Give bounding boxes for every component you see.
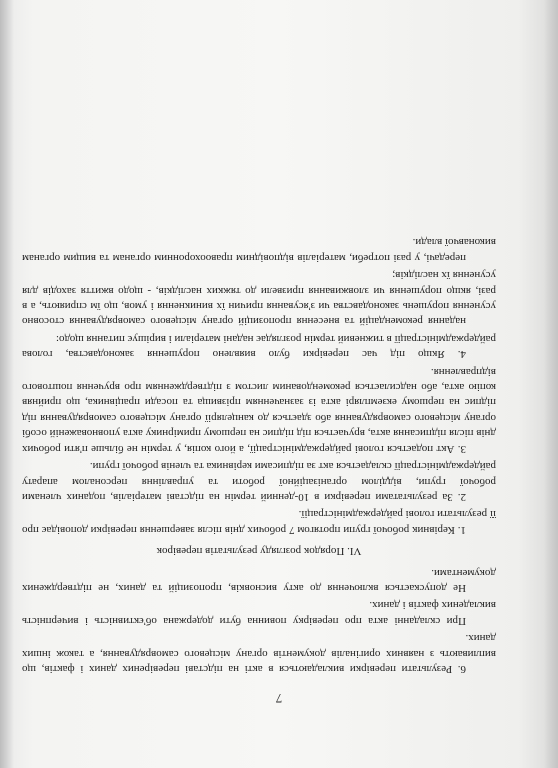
paragraph-6-objectivity: При складанні акта про перевірку повинна бути додержана об'єктивність і вичерпність викладених фактів і даних. [22,599,496,627]
section-paragraph-1: 1. Керівник робочої групи протягом 7 робочих днів після завершення перевірки доповідає про її результати голові райдержадміністрації. [22,508,496,536]
section-title: VI. Порядок розгляду результатів перевірок [156,545,362,558]
section-paragraph-4-transfer: передачі, у разі потреби, матеріалів відповідним правоохоронним органам та вищим органам виконавчої влади. [22,236,496,264]
section-paragraph-4: 4. Якщо під час перевірки було виявлено порушення законодавства, голова райдержадміністрації в тижневий термін розглядає надані матеріали і вирішує питання щодо: [22,332,496,361]
section-paragraph-4-recommendations: надання рекомендацій та внесення пропозицій органу місцевого самоврядування стосовно усунення порушень законодавства чи з'ясування причин їх виникнення і умов, що їм сприяють, а в разі, якщо порушення чи зловживання призвели до тяжких наслідків, - щодо вжиття заходів для усунення їх наслідків; [22,269,496,328]
page-number: 7 [275,691,283,706]
section-paragraph-2: 2. За результатами перевірки в 10-денний термін на підставі матеріалів, поданих членами робочої групи, відділом організаційної роботи та управління персоналом апарату райдержадміністрації складається акт за підписами керівника та членів робочої групи. [22,460,496,503]
section-paragraph-3: 3. Акт подається голові райдержадміністрації, а його копія, у термін не більше п'яти робочих днів після підписання акта, вручається під підпис на першому примірнику акта уповноваженій особі органу місцевого самоврядування або здається до канцелярії органу місцевого самоврядування під підпис на першому екземплярі акта із зазначенням прізвища та посади працівника, що прийняв копію акта, або надсилається рекомендованим листом з підтвердженням про вручення поштового відправлення. [22,365,496,455]
paragraph-6: 6. Результати перевірки викладаються в акті на підставі перевірених даних і фактів, що випливають з наявних оригіналів документів органу місцевого самоврядування, а також інших даних. [22,632,496,675]
paragraph-6-no-unconfirmed: Не допускається включення до акту висновків, пропозицій та даних, не підтверджених документами. [22,566,496,594]
document-body [22,232,496,676]
